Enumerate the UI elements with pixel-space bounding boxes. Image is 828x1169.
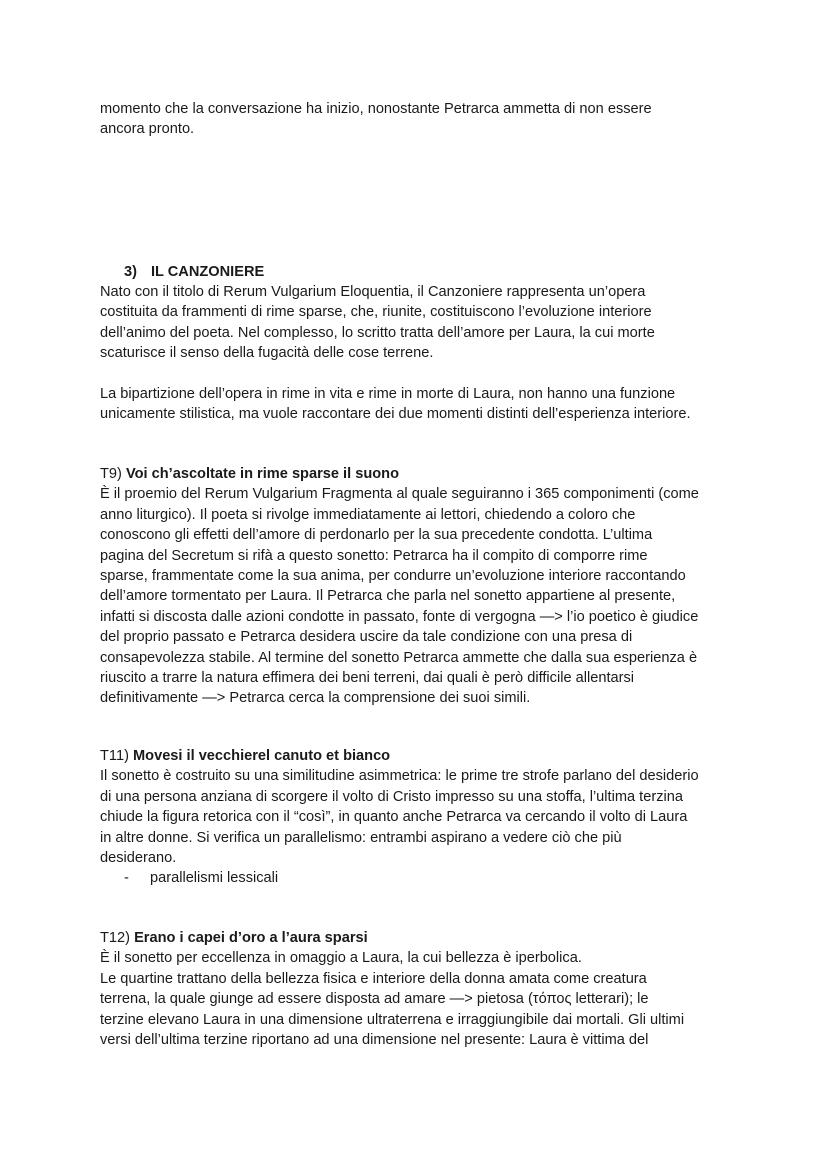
text-line: La bipartizione dell’opera in rime in vita e rime in morte di Laura, non hanno una funzione bbox=[100, 386, 676, 402]
text-line: chiude la figura retorica con il “così”, in quanto anche Petrarca va cercando il volto di Laura bbox=[100, 809, 688, 826]
t12-heading bbox=[100, 928, 740, 948]
t11-section bbox=[100, 746, 740, 868]
t12-label: T12) bbox=[100, 930, 131, 946]
text-line: desiderano. bbox=[100, 850, 177, 867]
text-line: pagina del Secretum si rifà a questo sonetto: Petrarca ha il compito di comporre rime bbox=[100, 547, 648, 564]
t12-title: Erano i capei d’oro a l’aura sparsi bbox=[134, 930, 368, 946]
text-line: Le quartine trattano della bellezza fisica e interiore della donna amata come creatura bbox=[100, 970, 647, 987]
text-line: conoscono gli effetti dell’amore di perdonarlo per la sua precedente condotta. L’ultima bbox=[100, 527, 653, 544]
text-line: sparse, frammentate come la sua anima, per condurre un’evoluzione interiore raccontando bbox=[100, 568, 686, 585]
text-line: in altre donne. Si verifica un parallelismo: entrambi aspirano a vedere ciò che più bbox=[100, 829, 622, 846]
text-line: costituita da frammenti di rime sparse, che, riunite, costituiscono l’evoluzione interiore bbox=[100, 304, 652, 321]
text-line: terzine elevano Laura in una dimensione ultraterrena e irraggiungibile dai mortali. Gli ultimi bbox=[100, 1011, 685, 1028]
text-line: consapevolezza stabile. Al termine del sonetto Petrarca ammette che dalla sua esperienza è bbox=[100, 649, 698, 666]
section-title: IL CANZONIERE bbox=[151, 264, 265, 280]
section-heading bbox=[124, 262, 264, 282]
text-line: unicamente stilistica, ma vuole raccontare dei due momenti distinti dell’esperienza interiore. bbox=[100, 406, 691, 423]
t11-label: T11) bbox=[100, 748, 129, 764]
text-line: dell’amore tormentato per Laura. Il Petrarca che parla nel sonetto appartiene al presente, bbox=[100, 588, 676, 605]
text-line: riuscito a trarre la natura effimera dei beni terreni, dai quali è però difficile allentarsi bbox=[100, 670, 635, 687]
text-line: ancora pronto. bbox=[100, 121, 195, 138]
t12-section bbox=[100, 928, 740, 1050]
text-line: versi dell’ultima terzine riportano ad una dimensione nel presente: Laura è vittima del bbox=[100, 1032, 649, 1049]
t9-section bbox=[100, 464, 740, 709]
canzoniere-paragraph-2 bbox=[100, 384, 740, 425]
text-line: momento che la conversazione ha inizio, nonostante Petrarca ammetta di non essere bbox=[100, 101, 652, 117]
text-line: Il sonetto è costruito su una similitudine asimmetrica: le prime tre strofe parlano del desiderio bbox=[100, 768, 699, 785]
text-line: infatti si discosta dalle azioni condotte in passato, fonte di vergogna —> l’io poetico è giudice bbox=[100, 608, 699, 625]
text-line: di una persona anziana di scorgere il volto di Cristo impresso su una stoffa, l’ultima terzina bbox=[100, 788, 683, 805]
text-line: terrena, la quale giunge ad essere disposta ad amare —> pietosa (τόπος letterari); le bbox=[100, 991, 649, 1008]
intro-paragraph bbox=[100, 99, 740, 140]
section-number: 3) bbox=[124, 264, 137, 280]
list-item bbox=[124, 868, 278, 888]
text-line: scaturisce il senso della fugacità delle cose terrene. bbox=[100, 345, 434, 362]
text-line: del proprio passato e Petrarca desidera uscire da tale condizione con una presa di bbox=[100, 629, 633, 646]
text-line: È il proemio del Rerum Vulgarium Fragmenta al quale seguiranno i 365 componimenti (come bbox=[100, 486, 699, 503]
bullet-text: parallelismi lessicali bbox=[150, 870, 279, 886]
canzoniere-paragraph-1 bbox=[100, 282, 740, 364]
text-line: definitivamente —> Petrarca cerca la comprensione dei suoi simili. bbox=[100, 690, 531, 707]
bullet-dash: - bbox=[124, 870, 129, 886]
text-line: anno liturgico). Il poeta si rivolge immediatamente ai lettori, chiedendo a coloro che bbox=[100, 506, 636, 523]
t9-heading bbox=[100, 464, 740, 484]
text-line: dell’animo del poeta. Nel complesso, lo scritto tratta dell’amore per Laura, la cui morte bbox=[100, 324, 655, 341]
t9-label: T9) bbox=[100, 466, 122, 482]
text-line: È il sonetto per eccellenza in omaggio a Laura, la cui bellezza è iperbolica. bbox=[100, 950, 582, 967]
t9-title: Voi ch’ascoltate in rime sparse il suono bbox=[125, 466, 399, 482]
text-line: Nato con il titolo di Rerum Vulgarium Eloquentia, il Canzoniere rappresenta un’opera bbox=[100, 284, 646, 300]
t11-title: Movesi il vecchierel canuto et bianco bbox=[133, 748, 391, 764]
t11-heading bbox=[100, 746, 740, 766]
